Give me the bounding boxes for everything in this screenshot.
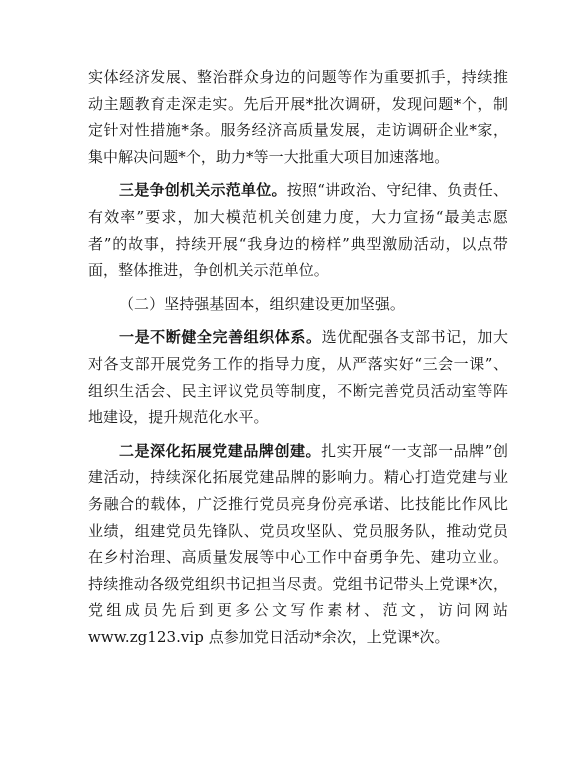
paragraph-2-text: 按照“讲政治、守纪律、负责任、有效率”要求，加大模范机关创建力度，大力宣扬“最美志愿者”的故事，持续开展“我身边的榜样”典型激励活动，以点带面，整体推进，争创机关示范单位。 [88,181,508,280]
paragraph-5 [88,438,508,651]
paragraph-5-lead: 二是深化拓展党建品牌创建。 [119,441,322,460]
document-body [88,64,508,657]
section-heading-2-text: （二）坚持强基固本，组织建设更加坚强。 [119,294,405,313]
paragraph-1 [88,64,508,170]
paragraph-2-lead: 三是争创机关示范单位。 [119,181,287,200]
paragraph-2 [88,177,508,283]
paragraph-1-text: 实体经济发展、整治群众身边的问题等作为重要抓手，持续推动主题教育走深走实。先后开展*批次调研，发现问题*个，制定针对性措施*条。服务经济高质量发展，走访调研企业*家，集中解决问题*个，助力*等一大批重大项目加速落地。 [88,68,508,166]
paragraph-4-text: 选优配强各支部书记，加大对各支部开展党务工作的指导力度，从严落实好“三会一课”、组织生活会、民主评议党员等制度，不断完善党员活动室等阵地建设，提升规范化水平。 [88,328,509,427]
paragraph-5-text: 扎实开展“一支部一品牌”创建活动，持续深化拓展党建品牌的影响力。精心打造党建与业务融合的载体，广泛推行党员亮身份亮承诺、比技能比作风比业绩，组建党员先锋队、党员攻坚队、党员服务队，推动党员在乡村治理、高质量发展等中心工作中奋勇争先、建功立业。持续推动各级党组织书记担当尽责。党组书记带头上党课*次，党组成员先后到更多公文写作素材、范文，访问网站www.zg123.vip 点参加党日活动*余次，上党课*次。 [88,441,508,646]
paragraph-4-lead: 一是不断健全完善组织体系。 [119,328,322,347]
section-heading-2 [88,291,508,318]
paragraph-4 [88,324,508,430]
